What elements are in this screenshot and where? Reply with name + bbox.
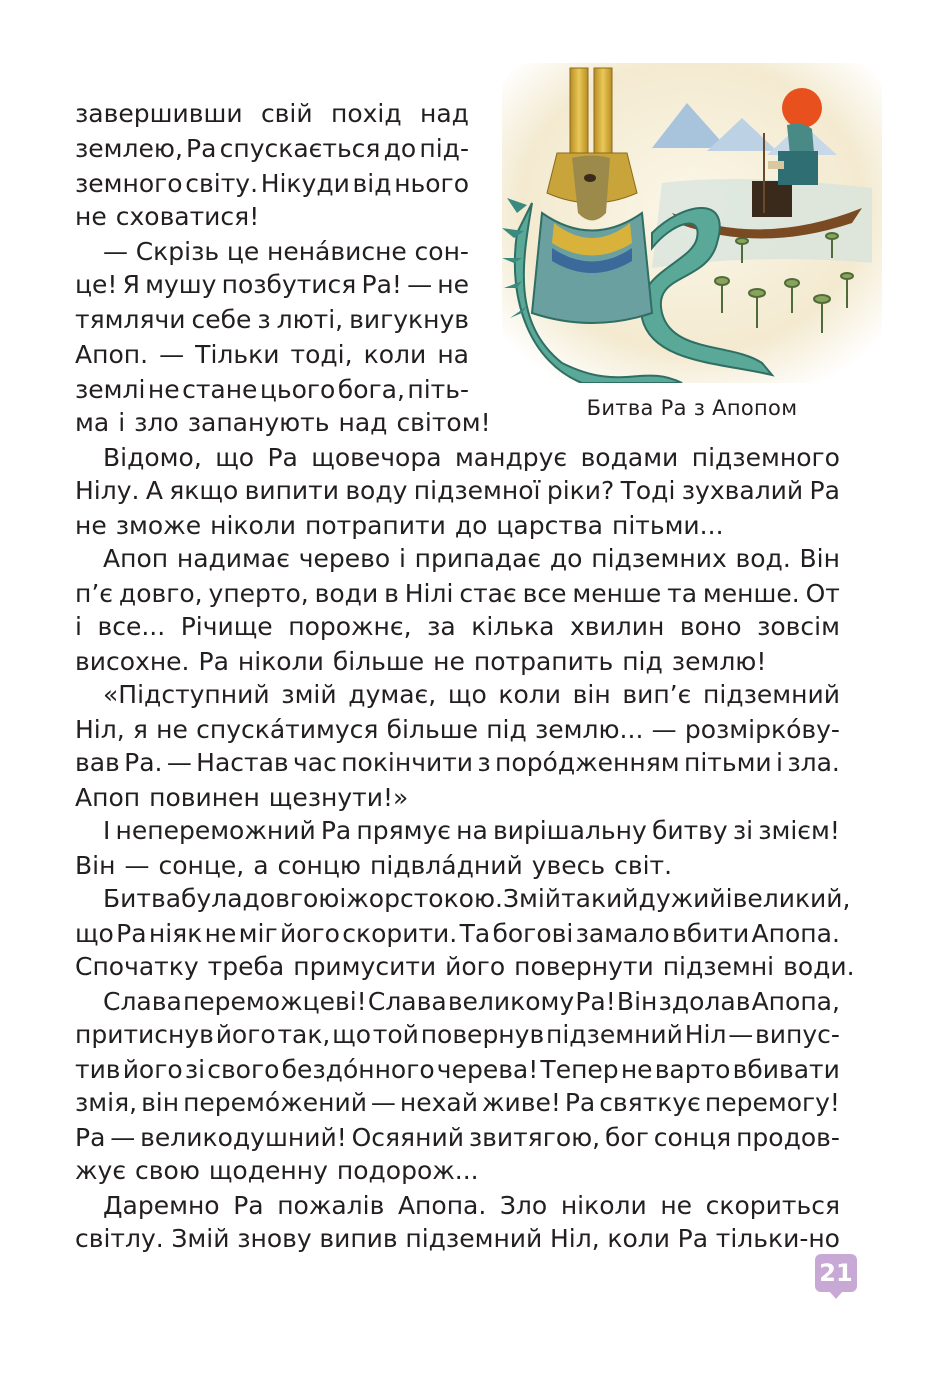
- word: в: [384, 579, 399, 608]
- word: Апопа.: [397, 1191, 487, 1220]
- word: що: [75, 919, 114, 948]
- word: вигукнув: [349, 305, 469, 334]
- ra-apophis-illustration: [502, 63, 882, 383]
- word: не: [147, 375, 180, 404]
- word: і: [75, 612, 82, 641]
- word: вирішальну: [492, 816, 647, 845]
- word: тоді,: [290, 340, 353, 369]
- word: зовсім: [757, 612, 840, 641]
- word: Тепер: [540, 1055, 619, 1084]
- word: Ра: [677, 1224, 709, 1253]
- word: кілька: [471, 612, 555, 641]
- word: великий,: [732, 884, 851, 913]
- word: люті,: [276, 305, 344, 334]
- word: з: [257, 305, 271, 334]
- word: під-: [419, 134, 469, 163]
- word: скориться: [705, 1191, 840, 1220]
- word: його: [122, 1055, 183, 1084]
- word: Апоп: [75, 783, 141, 812]
- word: Слава: [367, 987, 447, 1016]
- word: все: [522, 579, 567, 608]
- word: уперто,: [208, 579, 309, 608]
- text-line: [75, 1221, 840, 1257]
- word: вбивати: [732, 1055, 840, 1084]
- text-line: [75, 576, 840, 612]
- word: спускається: [219, 134, 381, 163]
- text-line: [75, 1052, 840, 1088]
- word: Апоп: [103, 544, 169, 573]
- word: ріки?: [546, 476, 615, 505]
- text-line: [75, 1017, 840, 1053]
- word: —: [651, 715, 677, 744]
- word: притиснув: [75, 1020, 214, 1049]
- text-line: [75, 813, 840, 849]
- word: цього: [259, 375, 336, 404]
- word: Нілі: [404, 579, 454, 608]
- word: п’є: [75, 579, 114, 608]
- word: змієм!: [758, 816, 840, 845]
- word: підземного: [691, 443, 840, 472]
- word: не: [75, 511, 107, 540]
- word: підземний: [405, 1224, 543, 1253]
- word: Ра!: [361, 270, 402, 299]
- figure-caption: Битва Ра з Апопом: [586, 396, 798, 420]
- word: потрапити: [305, 511, 446, 540]
- word: великому: [447, 987, 575, 1016]
- word: великодушний!: [140, 1123, 347, 1152]
- word: Апоп.: [75, 340, 149, 369]
- word: довго,: [118, 579, 203, 608]
- text-line: [75, 337, 469, 373]
- word: переможцеві!: [182, 987, 367, 1016]
- word: думає,: [348, 680, 437, 709]
- word: «Підступний: [103, 680, 270, 709]
- word: була: [181, 884, 243, 913]
- word: випус-: [755, 1020, 840, 1049]
- word: Та: [459, 919, 491, 948]
- word: пітьми...: [611, 511, 724, 540]
- word: повинен: [149, 783, 260, 812]
- word: сонця: [653, 1123, 732, 1152]
- word: підземної: [413, 476, 541, 505]
- word: час: [293, 748, 337, 777]
- word: вип’є: [622, 680, 692, 709]
- word: порожнє,: [288, 612, 412, 641]
- word: світ.: [614, 851, 673, 880]
- word: —: [728, 1020, 754, 1049]
- word: —: [159, 340, 185, 369]
- word: зі: [732, 816, 754, 845]
- word: перемогу!: [704, 1088, 840, 1117]
- word: примусити: [293, 952, 437, 981]
- word: сховатися!: [115, 202, 260, 231]
- word: не: [433, 647, 465, 676]
- word: пожалів: [277, 1191, 385, 1220]
- word: тив: [75, 1055, 121, 1084]
- word: вбити: [672, 919, 750, 948]
- word: вод.: [735, 544, 791, 573]
- word: підземний: [703, 680, 840, 709]
- word: спуска́тимуся: [196, 715, 379, 744]
- word: святкує: [599, 1088, 701, 1117]
- word: його: [215, 1020, 276, 1049]
- word: дужий: [638, 884, 726, 913]
- text-line: [75, 234, 469, 270]
- word: що: [215, 443, 255, 472]
- word: —: [103, 237, 128, 266]
- word: що: [447, 680, 487, 709]
- word: більше: [332, 647, 425, 676]
- word: землі: [75, 375, 146, 404]
- word: під: [486, 715, 527, 744]
- word: його: [279, 919, 340, 948]
- text-line: [75, 745, 840, 781]
- word: Спочатку: [75, 952, 199, 981]
- word: ніколи: [560, 1191, 647, 1220]
- word: Ра: [116, 919, 147, 948]
- word: підземний: [545, 1020, 683, 1049]
- word: Ра: [564, 1088, 596, 1117]
- word: Він: [799, 544, 840, 573]
- word: Я: [122, 270, 140, 299]
- word: Відомо,: [103, 443, 202, 472]
- word: світом!: [396, 408, 491, 437]
- word: не: [204, 919, 237, 948]
- word: тільки-но: [715, 1224, 840, 1253]
- word: все...: [97, 612, 166, 641]
- word: нього: [394, 169, 469, 198]
- word: висохне.: [75, 647, 190, 676]
- word: піть-: [407, 375, 469, 404]
- word: Слава: [103, 987, 182, 1016]
- word: не: [156, 715, 188, 744]
- text-line: [75, 372, 469, 408]
- word: свою: [135, 1156, 200, 1185]
- word: такий: [561, 884, 639, 913]
- text-line: [75, 609, 840, 645]
- text-line: [75, 1188, 840, 1224]
- word: щоденну: [208, 1156, 328, 1185]
- text-line: [75, 1120, 840, 1156]
- word: сон-: [414, 237, 469, 266]
- text-line: [75, 508, 840, 544]
- word: Скрізь: [135, 237, 220, 266]
- word: черева!: [436, 1055, 539, 1084]
- word: —: [370, 1088, 396, 1117]
- text-line: [75, 96, 469, 132]
- text-line: [75, 916, 840, 952]
- word: над: [338, 408, 388, 437]
- text-line: [75, 405, 491, 441]
- word: Нілу.: [75, 476, 140, 505]
- text-line: [75, 712, 840, 748]
- word: і: [776, 748, 783, 777]
- word: його: [445, 952, 506, 981]
- word: Даремно: [103, 1191, 220, 1220]
- word: звитягою,: [468, 1123, 601, 1152]
- word: стане: [182, 375, 258, 404]
- word: здолав: [658, 987, 751, 1016]
- word: до: [383, 134, 417, 163]
- word: прямує: [356, 816, 452, 845]
- word: Змій: [502, 884, 562, 913]
- word: царства: [496, 511, 603, 540]
- page-number-tail: [829, 1291, 843, 1299]
- word: свій: [260, 99, 313, 128]
- word: черево: [298, 544, 391, 573]
- word: завершивши: [75, 99, 243, 128]
- word: зло: [134, 408, 179, 437]
- word: Тоді: [620, 476, 676, 505]
- word: той: [372, 1020, 419, 1049]
- word: зможе: [115, 511, 202, 540]
- word: увесь: [531, 851, 606, 880]
- word: підвла́дний: [369, 851, 523, 880]
- text-line: [75, 166, 469, 202]
- word: покінчити: [341, 748, 474, 777]
- word: воду: [345, 476, 408, 505]
- word: жорстокою.: [346, 884, 503, 913]
- text-line: [75, 440, 840, 476]
- word: Ніл,: [75, 715, 125, 744]
- word: підземних: [591, 544, 727, 573]
- text-line: [75, 644, 840, 680]
- word: замало: [575, 919, 670, 948]
- word: подорож...: [336, 1156, 479, 1185]
- text-line: [75, 881, 851, 917]
- word: він: [141, 1088, 180, 1117]
- word: ніколи: [210, 511, 297, 540]
- word: запанують: [187, 408, 330, 437]
- word: щовечора: [311, 443, 442, 472]
- word: землю!: [671, 647, 767, 676]
- word: і: [118, 408, 126, 437]
- word: Апопа,: [751, 987, 840, 1016]
- word: А: [145, 476, 163, 505]
- word: я: [132, 715, 148, 744]
- text-line: [75, 677, 840, 713]
- word: не: [660, 1191, 693, 1220]
- word: водами: [580, 443, 679, 472]
- word: живе!: [481, 1088, 561, 1117]
- word: не: [75, 202, 107, 231]
- word: змія,: [75, 1088, 138, 1117]
- text-line: [75, 541, 840, 577]
- word: світлу.: [75, 1224, 164, 1253]
- word: коли: [498, 680, 562, 709]
- word: змій: [281, 680, 337, 709]
- word: Ра: [75, 1123, 106, 1152]
- text-line: [75, 131, 469, 167]
- word: якщо: [169, 476, 239, 505]
- word: повернути: [514, 952, 654, 981]
- word: Ніл: [684, 1020, 727, 1049]
- word: От: [805, 579, 840, 608]
- word: світу.: [185, 169, 259, 198]
- word: на: [437, 340, 469, 369]
- text-line: [75, 199, 469, 235]
- word: —: [407, 270, 433, 299]
- word: Тільки: [195, 340, 280, 369]
- word: випити: [244, 476, 339, 505]
- word: ма: [75, 408, 110, 437]
- word: Ра: [809, 476, 840, 505]
- word: сонцю: [277, 851, 361, 880]
- word: стає: [459, 579, 517, 608]
- word: мандрує: [454, 443, 568, 472]
- word: потрапить: [473, 647, 614, 676]
- word: богові: [492, 919, 574, 948]
- word: від: [352, 169, 392, 198]
- word: Ра: [267, 443, 298, 472]
- word: він: [572, 680, 611, 709]
- word: з: [477, 748, 491, 777]
- word: скорити.: [342, 919, 458, 948]
- word: на: [456, 816, 488, 845]
- word: води.: [783, 952, 855, 981]
- word: мушу: [145, 270, 217, 299]
- word: Осяяний: [351, 1123, 464, 1152]
- word: сонце,: [158, 851, 245, 880]
- word: коли: [363, 340, 427, 369]
- word: непереможний: [115, 816, 316, 845]
- word: землю...: [535, 715, 644, 744]
- word: ніколи: [237, 647, 324, 676]
- word: підземні: [662, 952, 775, 981]
- word: Ра: [233, 1191, 264, 1220]
- word: ніяк: [148, 919, 203, 948]
- word: Він: [75, 851, 116, 880]
- word: що: [332, 1020, 372, 1049]
- text-line: [75, 949, 855, 985]
- word: бог: [605, 1123, 649, 1152]
- word: і: [725, 884, 733, 913]
- word: бездо́нного: [281, 1055, 435, 1084]
- word: знову: [237, 1224, 312, 1253]
- word: земного: [75, 169, 183, 198]
- word: менше: [572, 579, 662, 608]
- word: Ра: [186, 134, 217, 163]
- word: це: [226, 237, 260, 266]
- word: нена́висне: [266, 237, 407, 266]
- word: Він: [616, 987, 658, 1016]
- word: воно: [679, 612, 742, 641]
- word: і: [339, 884, 347, 913]
- word: жує: [75, 1156, 127, 1185]
- word: треба: [207, 952, 285, 981]
- word: зла.: [787, 748, 840, 777]
- word: хвилин: [569, 612, 665, 641]
- word: за: [427, 612, 456, 641]
- word: Нікуди: [260, 169, 350, 198]
- word: випив: [319, 1224, 398, 1253]
- word: менше.: [702, 579, 800, 608]
- word: Настав: [196, 748, 289, 777]
- word: коли: [607, 1224, 670, 1253]
- word: а: [253, 851, 269, 880]
- word: битву: [651, 816, 728, 845]
- word: тямлячи: [75, 305, 186, 334]
- word: до: [549, 544, 583, 573]
- word: міг: [238, 919, 278, 948]
- text-line: [75, 984, 840, 1020]
- word: розмірко́ву-: [684, 715, 840, 744]
- word: перемо́жений: [183, 1088, 367, 1117]
- word: землею,: [75, 134, 183, 163]
- word: продов-: [736, 1123, 840, 1152]
- word: це!: [75, 270, 118, 299]
- text-line: [75, 848, 840, 884]
- word: нехай: [399, 1088, 478, 1117]
- word: над: [420, 99, 469, 128]
- text-line: [75, 302, 469, 338]
- word: під: [622, 647, 663, 676]
- word: довгою: [242, 884, 340, 913]
- word: щезнути!»: [268, 783, 409, 812]
- word: і: [398, 544, 406, 573]
- word: Битва: [103, 884, 182, 913]
- word: більше: [386, 715, 478, 744]
- text-line: [75, 267, 469, 303]
- word: так,: [277, 1020, 331, 1049]
- word: Ра: [320, 816, 352, 845]
- word: поро́дженням: [495, 748, 680, 777]
- word: пітьми: [683, 748, 772, 777]
- text-line: [75, 780, 840, 816]
- word: Змій: [171, 1224, 230, 1253]
- word: варто: [654, 1055, 731, 1084]
- word: бога,: [337, 375, 405, 404]
- word: води: [314, 579, 379, 608]
- word: Зло: [499, 1191, 548, 1220]
- word: свого: [207, 1055, 280, 1084]
- text-line: [75, 473, 840, 509]
- word: —: [124, 851, 150, 880]
- word: та: [667, 579, 698, 608]
- word: припадає: [414, 544, 542, 573]
- page-number: 21: [815, 1254, 857, 1292]
- word: —: [166, 748, 192, 777]
- word: надимає: [176, 544, 290, 573]
- word: Апопа.: [751, 919, 840, 948]
- word: Ра!: [575, 987, 616, 1016]
- word: похід: [330, 99, 402, 128]
- text-line: [75, 1085, 840, 1121]
- word: вав: [75, 748, 120, 777]
- word: позбутися: [221, 270, 357, 299]
- word: Ра: [198, 647, 229, 676]
- word: —: [110, 1123, 136, 1152]
- word: до: [454, 511, 488, 540]
- word: зі: [184, 1055, 206, 1084]
- word: себе: [191, 305, 252, 334]
- word: зухвалий: [681, 476, 804, 505]
- word: не: [620, 1055, 653, 1084]
- word: І: [103, 816, 111, 845]
- word: не: [437, 270, 469, 299]
- word: повернув: [420, 1020, 545, 1049]
- word: Ніл,: [549, 1224, 600, 1253]
- word: Річище: [180, 612, 273, 641]
- word: Ра.: [124, 748, 163, 777]
- text-line: [75, 1153, 840, 1189]
